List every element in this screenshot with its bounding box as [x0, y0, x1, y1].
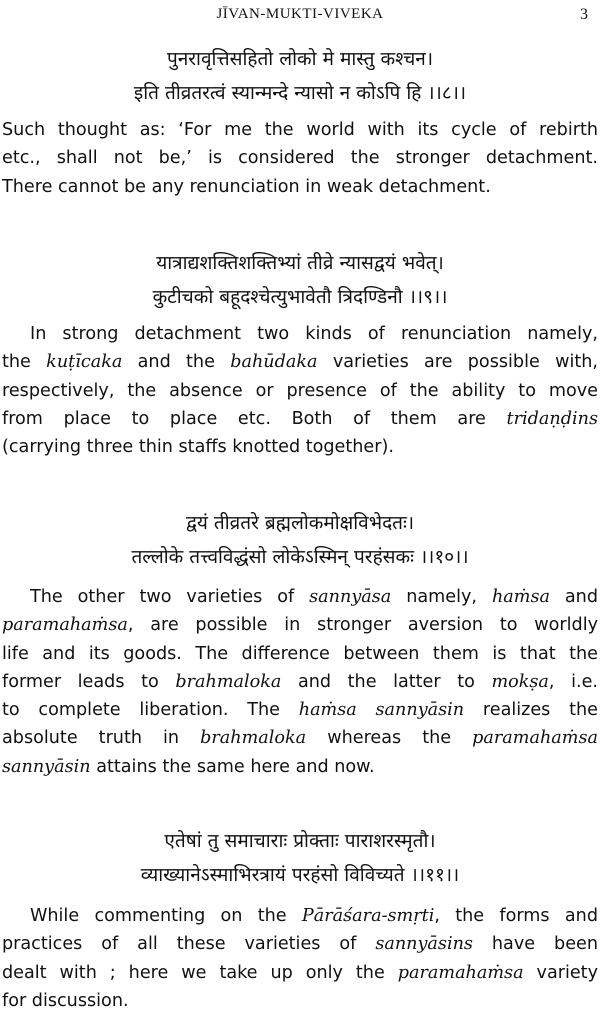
verse-9 [0, 246, 600, 314]
verse-11 [0, 824, 600, 892]
italic-term: mokṣa [491, 671, 549, 692]
paragraph-line: to complete liberation. The haṁsa sannyāsin realizes the [2, 700, 598, 721]
verse-line: यात्राद्यशक्तिशक्तिभ्यां तीव्रे न्यासद्वयं भवेत्। [156, 252, 444, 274]
italic-term: Pārāśara-smṛti [301, 906, 435, 926]
paragraph-line: for discussion. [2, 990, 129, 1011]
italic-term: brahmaloka [200, 728, 307, 749]
paragraph-line: respectively, the absence or presence of the ability to move [2, 380, 598, 401]
italic-term: brahmaloka [175, 671, 282, 692]
page-header [0, 6, 600, 28]
paragraph-line: (carrying three thin staffs knotted together). [2, 437, 394, 458]
paragraph-line: paramahaṁsa, are possible in stronger aversion to worldly [2, 615, 598, 636]
translation-paragraph-8 [2, 116, 598, 201]
italic-term: paramahaṁsa [472, 728, 598, 749]
verse-line: इति तीव्रतरत्वं स्यान्मन्दे न्यासो न कोऽपि हि ।।८।। [133, 82, 467, 104]
italic-term: kuṭīcaka [46, 352, 123, 373]
verse-line: द्वयं तीव्रतरे ब्रह्मलोकमोक्षविभेदतः। [185, 512, 415, 534]
italic-term: haṁsa sannyāsin [298, 700, 465, 721]
paragraph-line: practices of all these varieties of sannyāsins have been [2, 934, 598, 955]
paragraph-line: from place to place etc. Both of them are tridaṇḍins [2, 408, 598, 429]
italic-term: bahūdaka [230, 352, 318, 373]
paragraph-line: absolute truth in brahmaloka whereas the paramahaṁsa [2, 728, 598, 749]
paragraph-line: the kuṭīcaka and the bahūdaka varieties are possible with, [2, 352, 598, 373]
italic-term: haṁsa [491, 587, 550, 607]
paragraph-line: former leads to brahmaloka and the latter to mokṣa, i.e. [2, 671, 598, 692]
paragraph-line: sannyāsin attains the same here and now. [2, 756, 375, 777]
paragraph-line: The other two varieties of sannyāsa namely, haṁsa and [30, 587, 598, 607]
translation-paragraph-9 [2, 320, 598, 461]
verse-10 [0, 506, 600, 574]
italic-term: sannyāsin [2, 756, 91, 777]
verse-line: व्याख्यानेऽस्माभिरत्रायं परहंसो विविच्यते ।।११।। [140, 864, 460, 886]
paragraph-line: Such thought as: ‘For me the world with its cycle of rebirth [2, 120, 598, 140]
translation-paragraph-10 [2, 583, 598, 781]
paragraph-line: There cannot be any renunciation in weak detachment. [2, 176, 491, 197]
italic-term: sannyāsa [309, 587, 392, 607]
verse-line: एतेषां तु समाचाराः प्रोक्ताः पाराशरस्मृतौ। [164, 830, 436, 852]
page-number: 3 [580, 6, 588, 23]
italic-term: paramahaṁsa [397, 962, 524, 983]
verse-line: पुनरावृत्तिसहितो लोको मे मास्तु कश्चन। [166, 48, 434, 70]
paragraph-line: etc., shall not be,’ is considered the stronger detachment. [2, 148, 598, 169]
italic-term: sannyāsins [375, 934, 473, 955]
paragraph-line: While commenting on the Pārāśara-smṛti, the forms and [30, 906, 598, 926]
translation-paragraph-11 [2, 902, 598, 1015]
italic-term: paramahaṁsa [2, 615, 128, 636]
verse-line: कुटीचको बहूदश्चेत्युभावेतौ त्रिदण्डिनौ ।।९।। [152, 286, 448, 308]
paragraph-line: In strong detachment two kinds of renunciation namely, [30, 324, 598, 344]
verse-8 [0, 42, 600, 110]
running-title: JĪVAN-MUKTI-VIVEKA [216, 6, 384, 22]
verse-line: तल्लोके तत्त्वविद्धंसो लोकेऽस्मिन् परहंसकः ।।१०।। [131, 546, 469, 568]
paragraph-line: life and its goods. The difference between them is that the [2, 643, 598, 664]
paragraph-line: dealt with ; here we take up only the paramahaṁsa variety [2, 962, 598, 983]
italic-term: tridaṇḍins [506, 408, 598, 429]
